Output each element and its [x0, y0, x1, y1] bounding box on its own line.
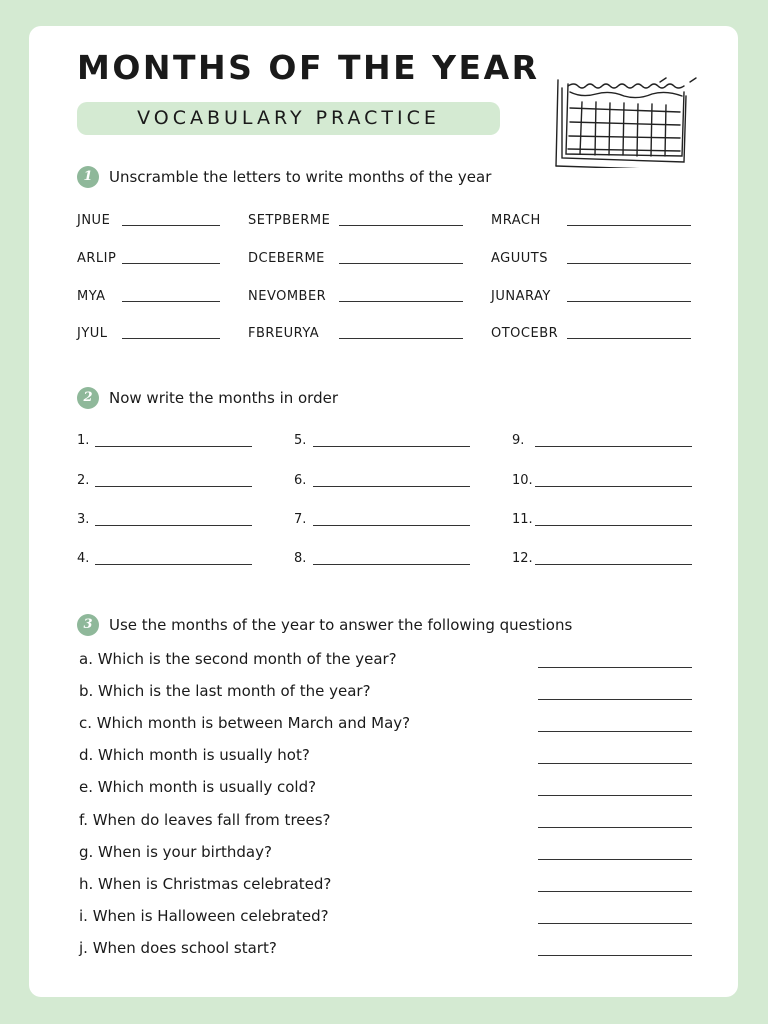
question-text: b. Which is the last month of the year?: [79, 682, 371, 700]
order-blank[interactable]: [313, 525, 470, 526]
order-number: 6.: [294, 473, 307, 488]
order-blank[interactable]: [313, 446, 470, 447]
scrambled-word: DCEBERME: [248, 251, 325, 266]
order-blank[interactable]: [313, 486, 470, 487]
calendar-icon: [552, 52, 700, 168]
answer-blank[interactable]: [339, 225, 463, 226]
question-text: i. When is Halloween celebrated?: [79, 907, 329, 925]
section-2-instruction: Now write the months in order: [109, 389, 339, 407]
answer-blank[interactable]: [339, 263, 463, 264]
order-blank[interactable]: [535, 486, 692, 487]
scrambled-word: AGUUTS: [491, 251, 548, 266]
order-blank[interactable]: [95, 486, 252, 487]
question-answer-blank[interactable]: [538, 699, 692, 700]
answer-blank[interactable]: [122, 263, 220, 264]
answer-blank[interactable]: [122, 301, 220, 302]
question-text: a. Which is the second month of the year?: [79, 650, 397, 668]
order-number: 4.: [77, 551, 90, 566]
question-answer-blank[interactable]: [538, 763, 692, 764]
answer-blank[interactable]: [567, 338, 691, 339]
order-blank[interactable]: [535, 446, 692, 447]
question-answer-blank[interactable]: [538, 923, 692, 924]
section-3-header: [77, 614, 572, 636]
worksheet: [29, 26, 738, 997]
question-text: j. When does school start?: [79, 939, 277, 957]
order-blank[interactable]: [535, 525, 692, 526]
question-text: f. When do leaves fall from trees?: [79, 811, 331, 829]
answer-blank[interactable]: [567, 225, 691, 226]
question-answer-blank[interactable]: [538, 795, 692, 796]
section-1-instruction: Unscramble the letters to write months of the year: [109, 168, 492, 186]
section-number-badge: 1: [77, 166, 99, 188]
section-1-header: [77, 166, 491, 188]
question-text: c. Which month is between March and May?: [79, 714, 411, 732]
answer-blank[interactable]: [122, 338, 220, 339]
question-answer-blank[interactable]: [538, 891, 692, 892]
answer-blank[interactable]: [339, 301, 463, 302]
order-blank[interactable]: [535, 564, 692, 565]
section-number-badge: 2: [77, 387, 99, 409]
section-number-badge: 3: [77, 614, 99, 636]
scrambled-word: SETPBERME: [248, 213, 331, 228]
order-blank[interactable]: [313, 564, 470, 565]
order-number: 8.: [294, 551, 307, 566]
question-answer-blank[interactable]: [538, 827, 692, 828]
scrambled-word: NEVOMBER: [248, 289, 327, 304]
page-subtitle: VOCABULARY PRACTICE: [77, 102, 500, 135]
scrambled-word: JYUL: [77, 326, 108, 341]
scrambled-word: FBREURYA: [248, 326, 320, 341]
answer-blank[interactable]: [339, 338, 463, 339]
order-number: 5.: [294, 433, 307, 448]
section-2-header: [77, 387, 338, 409]
order-blank[interactable]: [95, 564, 252, 565]
order-blank[interactable]: [95, 525, 252, 526]
order-number: 1.: [77, 433, 90, 448]
question-answer-blank[interactable]: [538, 667, 692, 668]
page-title: MONTHS OF THE YEAR: [77, 48, 540, 87]
scrambled-word: MRACH: [491, 213, 541, 228]
question-text: g. When is your birthday?: [79, 843, 272, 861]
section-3-instruction: Use the months of the year to answer the following questions: [109, 616, 573, 634]
order-number: 10.: [512, 473, 533, 488]
question-answer-blank[interactable]: [538, 859, 692, 860]
answer-blank[interactable]: [567, 301, 691, 302]
scrambled-word: JUNARAY: [491, 289, 551, 304]
scrambled-word: JNUE: [77, 213, 111, 228]
question-text: h. When is Christmas celebrated?: [79, 875, 332, 893]
question-text: e. Which month is usually cold?: [79, 778, 317, 796]
question-answer-blank[interactable]: [538, 955, 692, 956]
scrambled-word: ARLIP: [77, 251, 117, 266]
order-number: 11.: [512, 512, 533, 527]
order-blank[interactable]: [95, 446, 252, 447]
order-number: 12.: [512, 551, 533, 566]
order-number: 9.: [512, 433, 525, 448]
question-text: d. Which month is usually hot?: [79, 746, 310, 764]
scrambled-word: OTOCEBR: [491, 326, 559, 341]
answer-blank[interactable]: [567, 263, 691, 264]
order-number: 3.: [77, 512, 90, 527]
order-number: 2.: [77, 473, 90, 488]
order-number: 7.: [294, 512, 307, 527]
question-answer-blank[interactable]: [538, 731, 692, 732]
scrambled-word: MYA: [77, 289, 106, 304]
answer-blank[interactable]: [122, 225, 220, 226]
